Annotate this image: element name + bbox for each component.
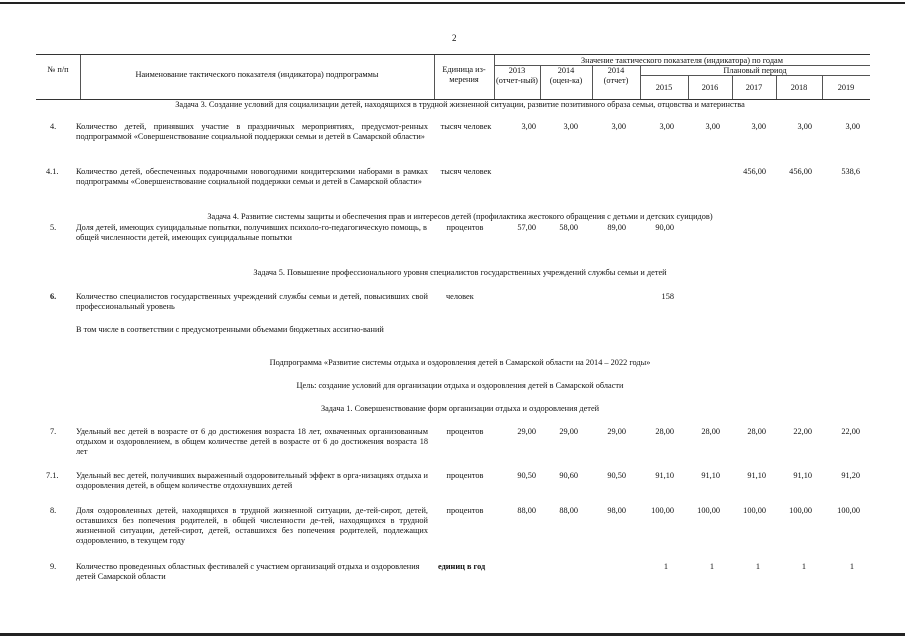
value-2019: 91,20: [841, 471, 860, 480]
value-2014-estimate: 58,00: [559, 223, 578, 232]
value-2017: 28,00: [747, 427, 766, 436]
row-unit: процентов: [446, 427, 484, 436]
value-2015: 1: [663, 562, 668, 571]
row-name: Количество проведенных областных фестивалей с участием организаций отдыха и оздоровления детей Самарской области: [76, 562, 420, 581]
value-2013: 29,00: [517, 427, 536, 436]
row-name: Доля оздоровленных детей, находящихся в трудной жизненной ситуации, де-тей-сирот, детей, оставшихся без попечения родителей, в общей численности де-тей, находящихся в трудной жизненной ситуации, детей-сирот, детей, оставшихся без попечения родителей, подлежащих оздоровлению, в текущем году: [76, 506, 428, 545]
header-2019: 2019: [837, 83, 855, 92]
value-2017: 91,10: [747, 471, 766, 480]
value-2015: 90,00: [655, 223, 674, 232]
task1-heading: Задача 1. Совершенствование форм организации отдыха и оздоровления детей: [320, 404, 600, 413]
header-2016: 2016: [701, 83, 719, 92]
row-unit: процентов: [446, 471, 484, 480]
row-number: 7.: [50, 427, 57, 436]
header-values-group: Значение тактического показателя (индикатора) по годам: [581, 56, 783, 65]
row-number: 8.: [50, 506, 57, 515]
value-2014-report: 89,00: [607, 223, 626, 232]
value-2013: 3,00: [521, 122, 536, 131]
value-2018: 22,00: [793, 427, 812, 436]
row-number: 7.1.: [46, 471, 59, 480]
value-2018: 3,00: [797, 122, 812, 131]
row-name: Количество специалистов государственных учреждений службы семьи и детей, повысивших свой профессиональный уровень: [76, 292, 428, 311]
value-2018: 100,00: [789, 506, 812, 515]
row-number: 5.: [50, 223, 57, 232]
value-2019: 1: [849, 562, 854, 571]
value-2017: 3,00: [751, 122, 766, 131]
row-name: Удельный вес детей, получивших выраженный оздоровительный эффект в орга-низациях отдыха и оздоровления детей, в общем количестве отдохнувших детей: [76, 471, 428, 490]
value-2019: 3,00: [845, 122, 860, 131]
header-2014b-sub: (отчет): [603, 76, 629, 85]
row-name: Доля детей, имеющих суицидальные попытки, получивших психоло-го-педагогическую помощь, в общей численности детей, имеющих суицидальные попытки: [76, 223, 427, 242]
page-number: 2: [452, 33, 457, 43]
value-2015: 158: [661, 292, 674, 301]
header-2013: 2013: [508, 66, 526, 75]
row-name-note: В том числе в соответствии с предусмотренными объемами бюджетных ассигно-ваний: [76, 325, 384, 334]
goal-heading: Цель: создание условий для организации отдыха и оздоровления детей в Самарской области: [296, 381, 624, 390]
value-2016: 28,00: [701, 427, 720, 436]
value-2015: 28,00: [655, 427, 674, 436]
header-2013-sub: (отчет-ный): [496, 76, 538, 85]
row-unit: тысяч человек: [440, 122, 492, 131]
table-header: [36, 54, 870, 100]
value-2015: 100,00: [651, 506, 674, 515]
value-2016: 3,00: [705, 122, 720, 131]
row-unit: процентов: [446, 506, 484, 515]
value-2017: 456,00: [743, 167, 766, 176]
header-2014b: 2014: [607, 66, 625, 75]
top-border: [0, 2, 905, 4]
value-2015: 91,10: [655, 471, 674, 480]
value-2014-estimate: 90,60: [559, 471, 578, 480]
value-2014-estimate: 3,00: [563, 122, 578, 131]
value-2014-report: 98,00: [607, 506, 626, 515]
header-name: Наименование тактического показателя (индикатора) подпрограммы: [135, 70, 379, 79]
value-2013: 57,00: [517, 223, 536, 232]
value-2019: 538,6: [841, 167, 860, 176]
value-2019: 22,00: [841, 427, 860, 436]
task3-heading: Задача 3. Создание условий для социализации детей, находящихся в трудной жизненной ситуации, развитие позитивного образа семьи, отцовства и материнства: [175, 100, 745, 109]
row-name: Удельный вес детей в возрасте от 6 до достижения возраста 18 лет, охваченных организованным отдыхом и оздоровлением, в общем количестве детей в возрасте от 6 до достижения возраста 18 лет: [76, 427, 428, 456]
value-2018: 1: [801, 562, 806, 571]
header-2017: 2017: [745, 83, 763, 92]
subprogram-heading: Подпрограмма «Развитие системы отдыха и оздоровления детей в Самарской области на 2014 – 2022 годы»: [269, 358, 651, 367]
row-number: 4.1.: [46, 167, 59, 176]
header-planned-period: Плановый период: [723, 66, 787, 75]
value-2018: 456,00: [789, 167, 812, 176]
task4-heading: Задача 4. Развитие системы защиты и обеспечения прав и интересов детей (профилактика жестокого обращения с детьми и детских суицидов): [207, 212, 713, 221]
value-2014-report: 90,50: [607, 471, 626, 480]
task5-heading: Задача 5. Повышение профессионального уровня специалистов государственных учреждений службы семьи и детей: [253, 268, 667, 277]
bottom-border: [0, 633, 905, 636]
header-unit: Единица из-мерения: [442, 65, 486, 84]
header-num: № п/п: [47, 65, 69, 74]
row-unit: процентов: [446, 223, 484, 232]
value-2014-report: 29,00: [607, 427, 626, 436]
value-2017: 1: [755, 562, 760, 571]
value-2019: 100,00: [837, 506, 860, 515]
header-2015: 2015: [655, 83, 673, 92]
row-name: Количество детей, обеспеченных подарочными новогодними кондитерскими наборами в рамках подпрограммы «Совершенствование социальной поддержки семьи и детей в Самарской области»: [76, 167, 428, 186]
value-2016: 1: [709, 562, 714, 571]
value-2018: 91,10: [793, 471, 812, 480]
row-unit: тысяч человек: [440, 167, 492, 176]
value-2013: 90,50: [517, 471, 536, 480]
value-2017: 100,00: [743, 506, 766, 515]
header-2018: 2018: [790, 83, 808, 92]
header-2014a: 2014: [557, 66, 575, 75]
value-2013: 88,00: [517, 506, 536, 515]
row-number: 4.: [50, 122, 57, 131]
value-2014-estimate: 29,00: [559, 427, 578, 436]
row-number: 9.: [50, 562, 57, 571]
row-number: 6.: [50, 292, 57, 301]
value-2015: 3,00: [659, 122, 674, 131]
row-unit: человек: [446, 292, 474, 301]
value-2016: 100,00: [697, 506, 720, 515]
row-name: Количество детей, принявших участие в праздничных мероприятиях, предусмот-ренных подпрограммой «Совершенствование социальной поддержки семьи и детей в Самарской области»: [76, 122, 428, 141]
value-2014-report: 3,00: [611, 122, 626, 131]
value-2014-estimate: 88,00: [559, 506, 578, 515]
header-2014a-sub: (оцен-ка): [549, 76, 583, 85]
row-unit: единиц в год: [438, 562, 486, 571]
value-2016: 91,10: [701, 471, 720, 480]
